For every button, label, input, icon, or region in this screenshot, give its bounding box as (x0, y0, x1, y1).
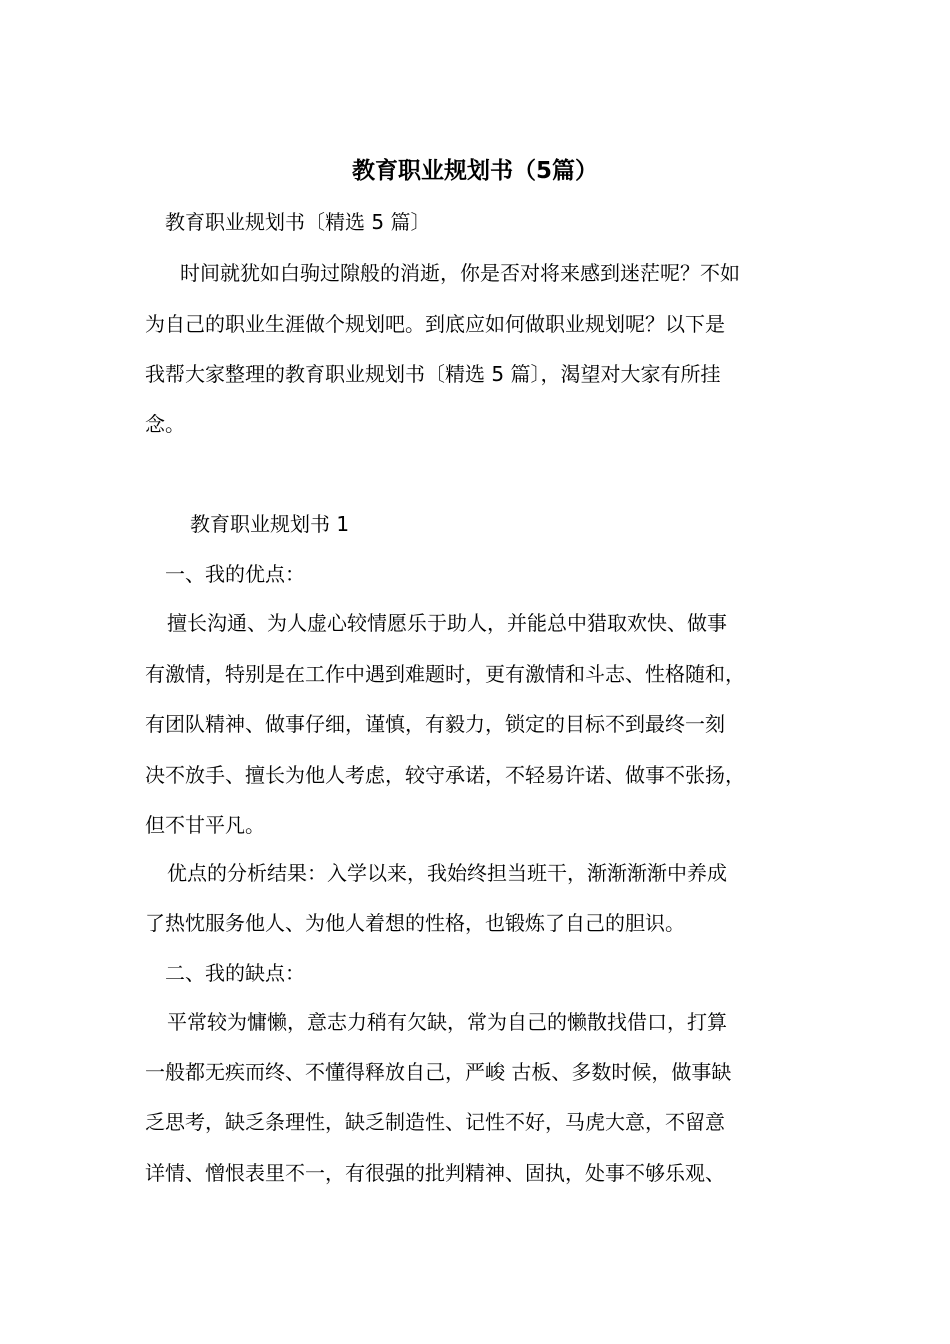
subtitle: 教育职业规划书〔精选 5 篇〕 (165, 210, 431, 234)
strengths-heading: 一、我的优点： (165, 562, 305, 586)
weaknesses-line: 详情、憎恨表里不一，有很强的批判精神、固执，处事不够乐观、 (145, 1161, 725, 1185)
strengths-line: 决不放手、擅长为他人考虑，较守承诺，不轻易许诺、做事不张扬， (145, 763, 745, 787)
intro-line: 念。 (145, 412, 185, 436)
strengths-line: 擅长沟通、为人虚心较情愿乐于助人，并能总中猎取欢快、做事 (167, 611, 727, 635)
intro-line: 我帮大家整理的教育职业规划书〔精选 5 篇〕，渴望对大家有所挂 (145, 362, 721, 386)
section-title: 教育职业规划书 1 (190, 512, 350, 536)
strengths-line: 有团队精神、做事仔细，谨慎，有毅力，锁定的目标不到最终一刻 (145, 712, 725, 736)
analysis-line: 优点的分析结果：入学以来，我始终担当班干，渐渐渐渐中养成 (167, 861, 727, 885)
weaknesses-line: 乏思考，缺乏条理性，缺乏制造性、记性不好，马虎大意，不留意 (145, 1110, 725, 1134)
weaknesses-line: 平常较为慵懒，意志力稍有欠缺，常为自己的懒散找借口，打算 (167, 1010, 727, 1034)
strengths-line: 有激情，特别是在工作中遇到难题时，更有激情和斗志、性格随和， (145, 662, 745, 686)
weaknesses-heading: 二、我的缺点： (165, 961, 305, 985)
strengths-line: 但不甘平凡。 (145, 813, 265, 837)
document-title: 教育职业规划书（5篇） (351, 158, 598, 184)
analysis-line: 了热忱服务他人、为他人着想的性格，也锻炼了自己的胆识。 (145, 911, 685, 935)
weaknesses-line: 一般都无疾而终、不懂得释放自己，严峻 古板、多数时候，做事缺 (145, 1060, 732, 1084)
intro-line: 时间就犹如白驹过隙般的消逝，你是否对将来感到迷茫呢？不如 (180, 261, 740, 285)
intro-line: 为自己的职业生涯做个规划吧。到底应如何做职业规划呢？以下是 (145, 312, 725, 336)
